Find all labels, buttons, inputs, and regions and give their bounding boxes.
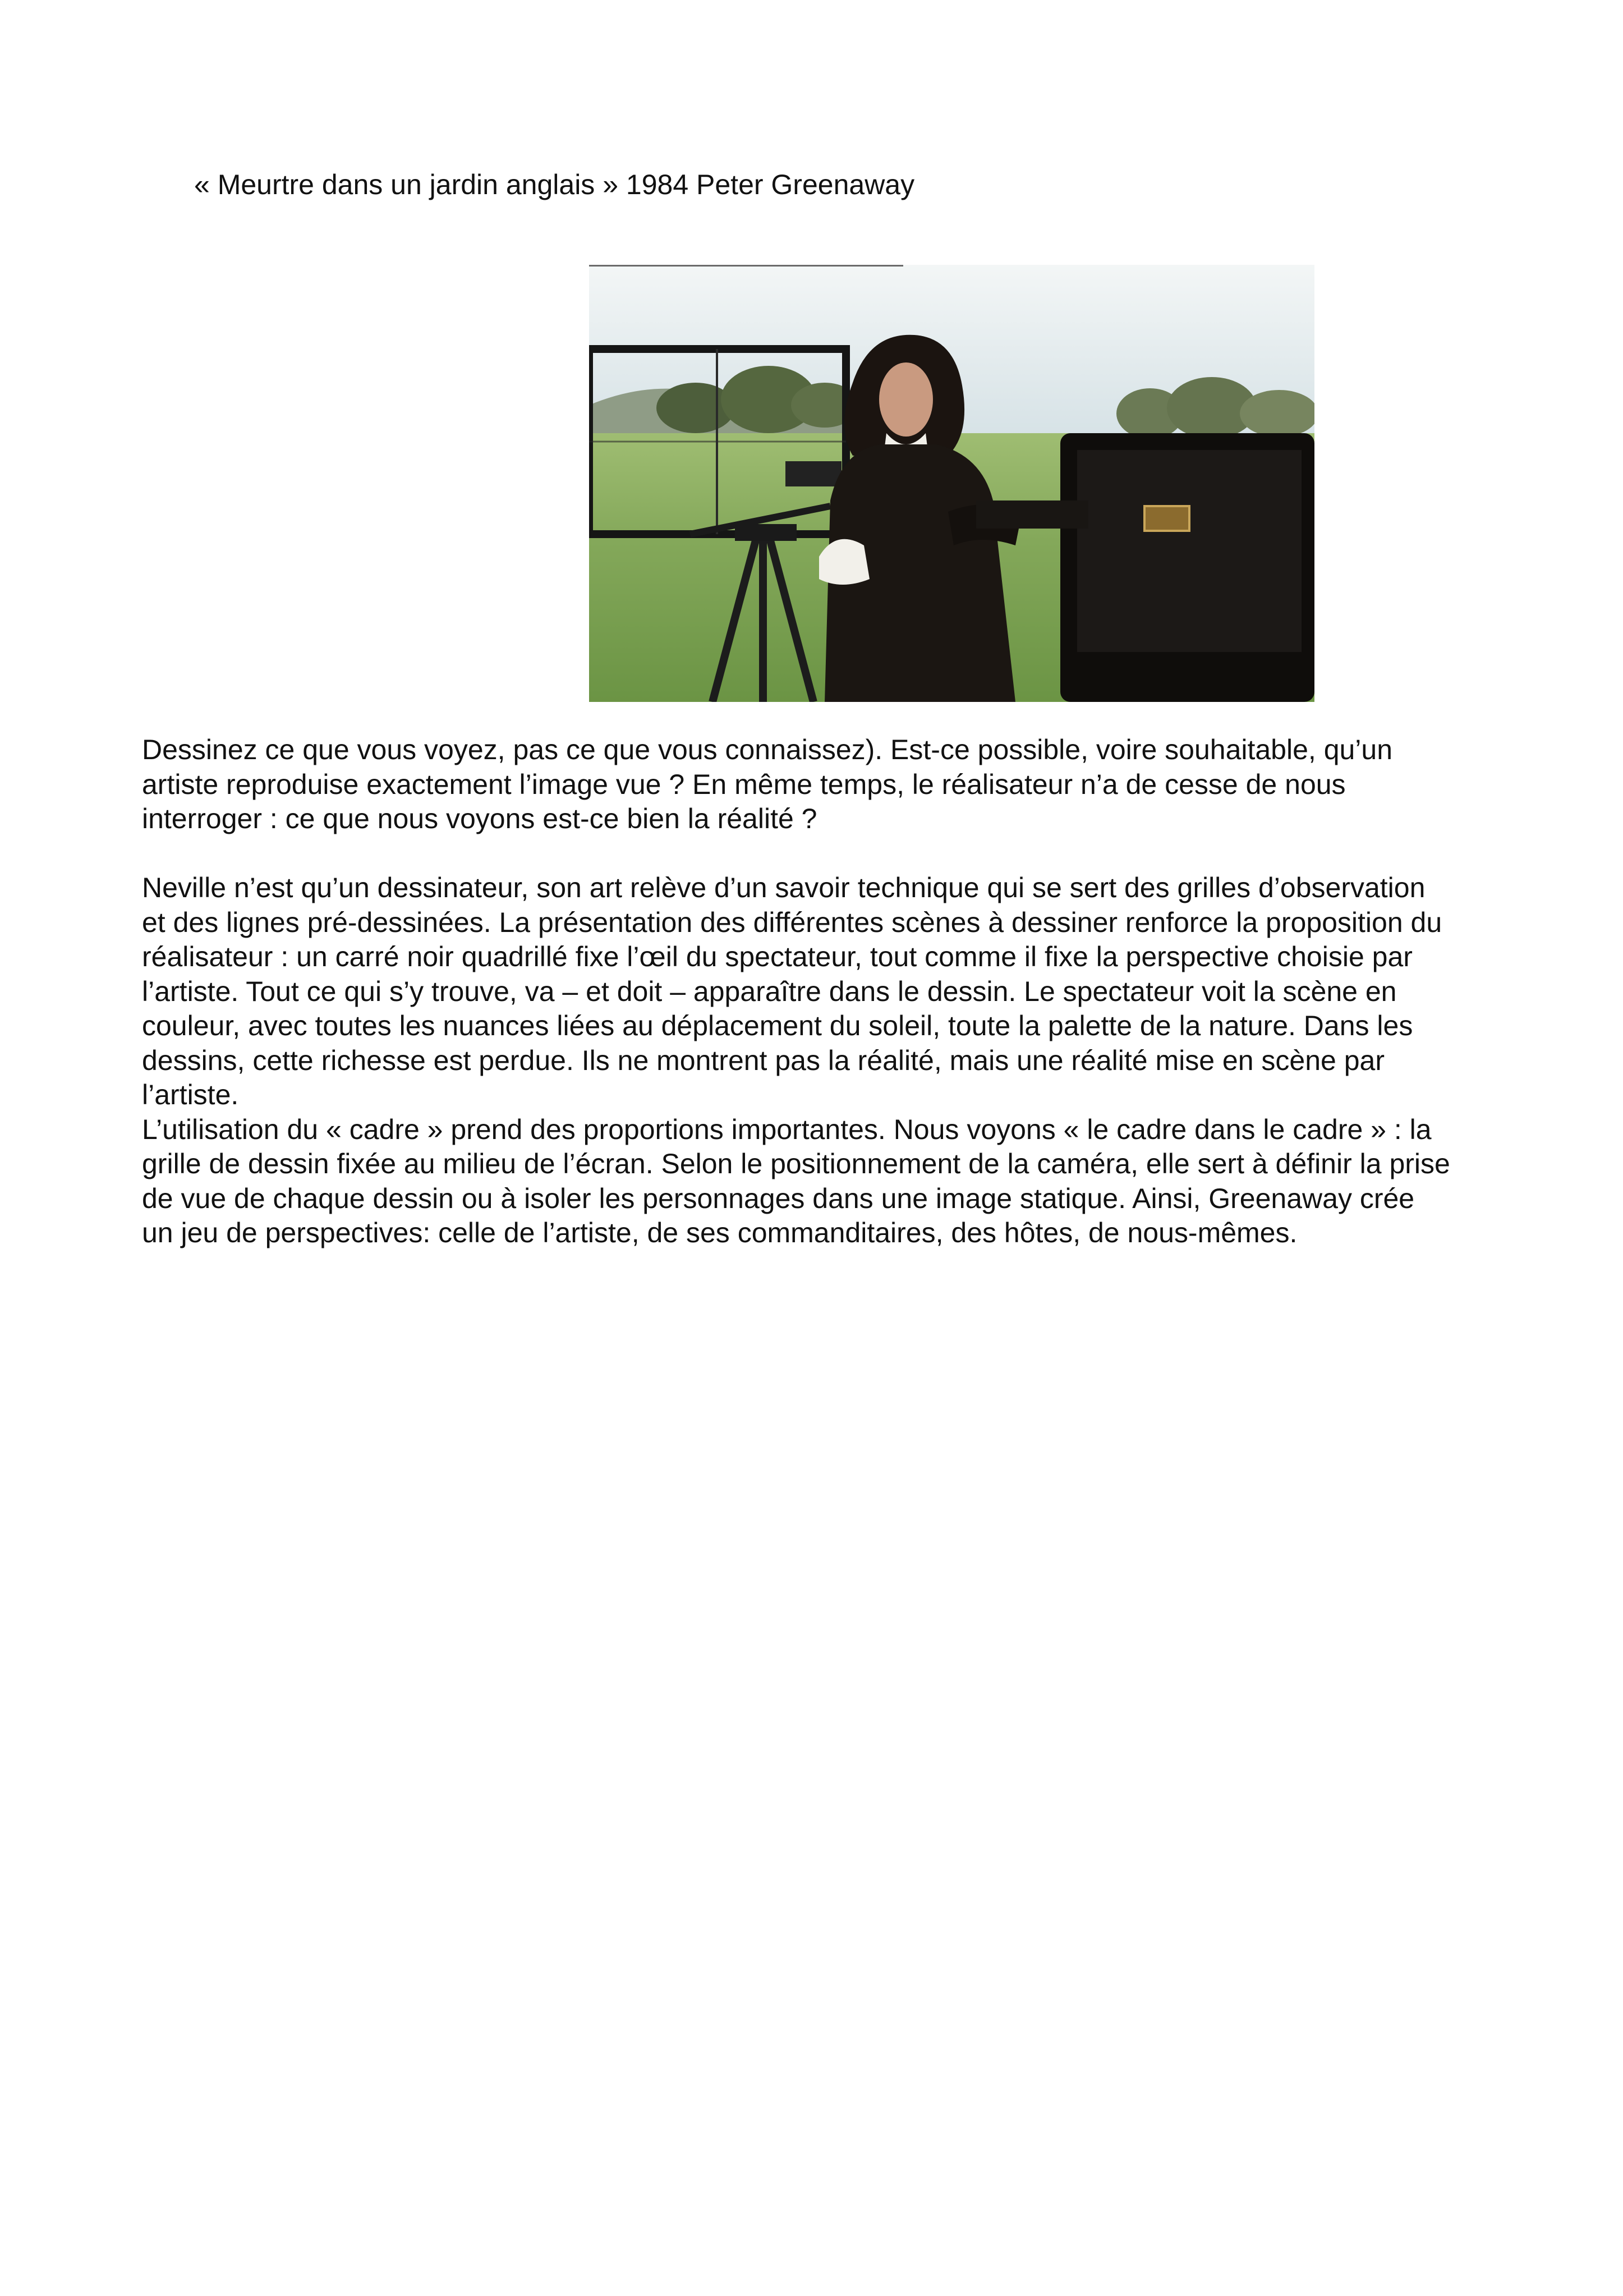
paragraph-2: [142, 871, 1578, 1113]
film-still-image: [589, 265, 1314, 702]
body-text: [142, 733, 1578, 1251]
text-line: artiste reproduise exactement l’image vue ? En même temps, le réalisateur n’a de cesse de nous: [142, 768, 1346, 800]
text-line: et des lignes pré-dessinées. La présentation des différentes scènes à dessiner renforce la proposition du: [142, 906, 1442, 938]
text-line: réalisateur : un carré noir quadrillé fixe l’œil du spectateur, tout comme il fixe la perspective choisie par: [142, 941, 1413, 972]
text-line: grille de dessin fixée au milieu de l’écran. Selon le positionnement de la caméra, elle sert à définir la prise: [142, 1148, 1450, 1179]
text-line: Neville n’est qu’un dessinateur, son art relève d’un savoir technique qui se sert des grilles d’observation: [142, 872, 1426, 903]
text-line: Dessinez ce que vous voyez, pas ce que vous connaissez). Est-ce possible, voire souhaitable, qu’un: [142, 734, 1393, 765]
text-line: un jeu de perspectives: celle de l’artiste, de ses commanditaires, des hôtes, de nous-mêmes.: [142, 1217, 1298, 1248]
text-line: couleur, avec toutes les nuances liées au déplacement du soleil, toute la palette de la nature. Dans les: [142, 1010, 1413, 1041]
paragraph-spacer: [142, 837, 1578, 871]
brass-plate: [1144, 506, 1189, 531]
text-line: de vue de chaque dessin ou à isoler les personnages dans une image statique. Ainsi, Greenaway crée: [142, 1182, 1415, 1214]
document-title: « Meurtre dans un jardin anglais » 1984 Peter Greenaway: [194, 169, 915, 200]
text-line: L’utilisation du « cadre » prend des proportions importantes. Nous voyons « le cadre dans le cadre » : la: [142, 1113, 1432, 1145]
text-line: l’artiste.: [142, 1079, 239, 1110]
paragraph-1: [142, 733, 1578, 837]
film-still-illustration: [589, 265, 1314, 702]
text-line: dessins, cette richesse est perdue. Ils ne montrent pas la réalité, mais une réalité mise en scène par: [142, 1044, 1385, 1076]
text-line: l’artiste. Tout ce qui s’y trouve, va – et doit – apparaître dans le dessin. Le spectateur voit la scène en: [142, 975, 1397, 1007]
paragraph-3: [142, 1113, 1578, 1251]
text-line: interroger : ce que nous voyons est-ce bien la réalité ?: [142, 803, 817, 834]
face: [879, 362, 933, 437]
image-border-line: [589, 265, 903, 267]
